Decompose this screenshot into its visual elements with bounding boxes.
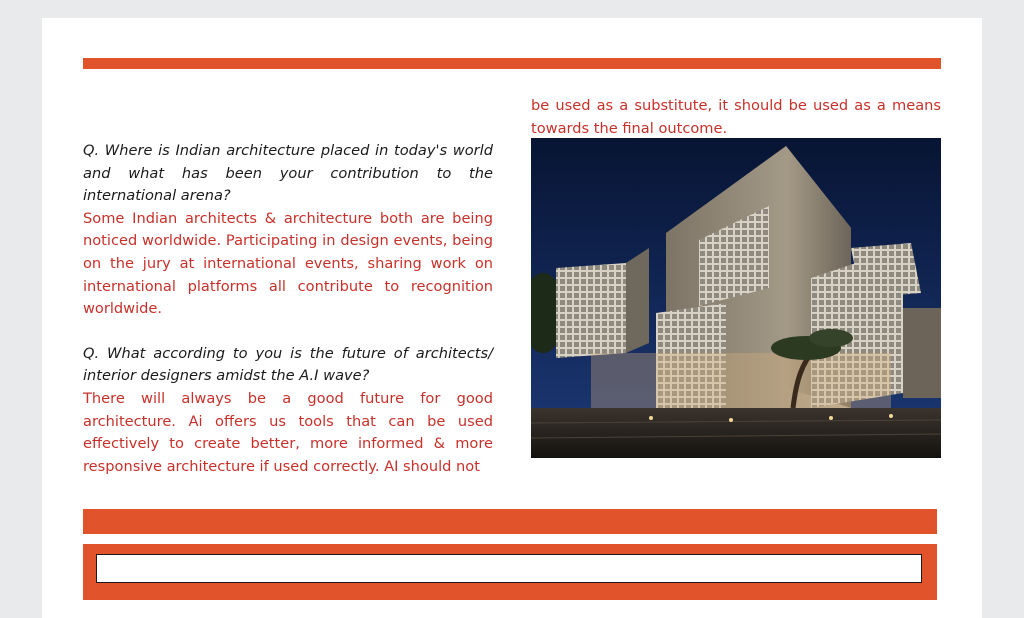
title-frame-inner	[96, 554, 922, 583]
question-1: Q. Where is Indian architecture placed in today's world and what has been your contribution to the international arena?	[83, 142, 493, 205]
left-column	[83, 140, 493, 478]
answer-2: There will always be a good future for good architecture. Ai offers us tools that can be used effectively to create better, more informed & more responsive architecture if used correctly. AI should not	[83, 389, 493, 475]
answer-1: Some Indian architects & architecture both are being noticed worldwide. Participating in design events, being on the jury at international events, sharing work on international platforms all contribute to recognition worldwide.	[83, 209, 493, 318]
magazine-page	[42, 18, 982, 618]
title-frame	[83, 544, 937, 600]
question-2: Q. What according to you is the future of architects/ interior designers amidst the A.I wave?	[83, 344, 493, 385]
answer-2-continued: be used as a substitute, it should be used as a means towards the final outcome.	[531, 97, 941, 137]
top-accent-bar	[83, 58, 941, 69]
building-photo	[531, 138, 941, 458]
building-illustration	[531, 138, 941, 458]
section-divider-bar	[83, 509, 937, 534]
